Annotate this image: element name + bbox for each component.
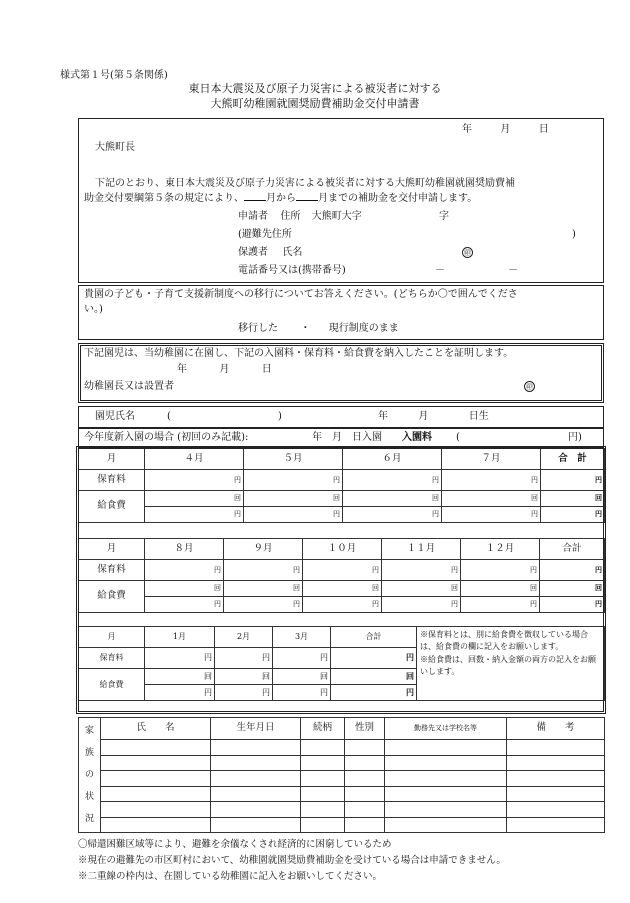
family-col-name: 氏 名 [101,718,211,740]
guardian-seal: ㊞ [464,249,471,257]
month-apr: ４月 [145,449,244,470]
meal-amount-cell[interactable]: 円 [244,507,343,523]
new-entry-label: 今年度新入園の場合 (初回のみ記載): [84,432,249,443]
certification-date: 年 月 日 [177,364,272,375]
meal-count-total-cell[interactable]: 回 [540,581,605,597]
tuition-total-cell[interactable]: 円 [331,648,417,669]
month-header: 月 [79,539,145,560]
meal-count-cell[interactable]: 回 [382,581,461,597]
meal-amount-cell[interactable]: 円 [273,685,331,701]
tuition-cell[interactable]: 円 [303,560,382,581]
meal-amount-cell[interactable]: 円 [224,597,303,613]
phone-dash-1: － [435,265,445,276]
month-nov: １１月 [382,539,461,560]
meal-amount-cell[interactable]: 円 [442,507,541,523]
child-name-row [78,406,604,428]
meal-amount-total-cell[interactable]: 円 [331,685,417,701]
family-row[interactable] [79,740,605,756]
tuition-cell[interactable]: 円 [343,470,442,491]
form-label: 様式第１号(第５条関係) [60,70,168,81]
month-jan: 1月 [145,627,215,648]
tuition-cell[interactable]: 円 [145,470,244,491]
child-name-label: 園児氏名 [95,411,135,422]
family-col-birth: 生年月日 [211,718,301,740]
tuition-label: 保育料 [79,470,145,491]
meal-amount-cell[interactable]: 円 [145,507,244,523]
address-value[interactable]: 大熊町大字 [311,211,362,222]
family-table [78,717,605,833]
tuition-label: 保育料 [79,560,145,581]
tuition-cell[interactable]: 円 [145,560,224,581]
meal-amount-total-cell[interactable]: 円 [540,597,605,613]
application-body-line2: 助金交付要綱第５条の規定により、 月から 月までの補助金を交付申請します。 [84,193,478,204]
month-feb: 2月 [215,627,273,648]
family-side-label: 家 族 の 状 況 [79,718,101,833]
meal-amount-cell[interactable]: 円 [215,685,273,701]
meal-count-cell[interactable]: 回 [145,669,215,685]
note-meal: ※給食費は、回数・納入金額の両方の記入をお願いします。 [420,654,596,677]
family-col-work: 勤務先又は学校名等 [385,718,507,740]
entry-fee-label: 入園料 [402,432,432,443]
family-row[interactable] [79,802,605,818]
footer-note-1: 〇帰還困難区域等により、避難を余儀なくされ経済的に困窮しているため [78,839,392,850]
footer-note-2: ※現在の避難先の市区町村において、幼稚園就園奨励費補助金を受けている場合は申請できません。 [78,855,506,866]
tuition-cell[interactable]: 円 [461,560,540,581]
meal-amount-cell[interactable]: 円 [382,597,461,613]
meal-count-cell[interactable]: 回 [303,581,382,597]
entry-fee-unit: 円) [568,432,582,443]
tuition-cell[interactable]: 円 [273,648,331,669]
guardian-name-row: 保護者 氏名 [238,247,303,258]
tuition-total-cell[interactable]: 円 [540,560,605,581]
certification-double-frame [76,446,606,714]
meal-label: 給食費 [79,491,145,523]
application-date [462,124,549,136]
month-may: ５月 [244,449,343,470]
tuition-cell[interactable]: 円 [145,648,215,669]
family-row[interactable] [79,771,605,787]
meal-label: 給食費 [79,581,145,613]
aza-label: 字 [439,211,449,222]
child-name-paren-open: ( [167,411,171,422]
meal-label: 給食費 [79,669,145,701]
month-header: 月 [79,449,145,470]
note-tuition: ※保育料とは、別に給食費を徴収している場合は、給食費の欄に記入をお願いします。 [420,630,588,652]
principal-seal: ㊞ [526,383,533,391]
family-row[interactable] [79,817,605,833]
month-header: 月 [79,627,145,648]
certification-text: 下記園児は、当幼稚園に在園し、下記の入園料・保育料・給食費を納入したことを証明します。 [84,348,514,359]
applicant-address-row: 申請者 住所 大熊町大字 [238,211,362,222]
evacuation-address-close: ) [572,229,576,240]
meal-count-cell[interactable]: 回 [461,581,540,597]
meal-count-total-cell[interactable]: 回 [331,669,417,685]
family-row[interactable] [79,786,605,802]
start-month-field[interactable] [244,200,266,201]
total-header: 合計 [540,539,605,560]
meal-count-cell[interactable]: 回 [343,491,442,507]
month-jun: ６月 [343,449,442,470]
footer-note-3: ※二重線の枠内は、在園している幼稚園に記入をお願いしてください。 [78,871,383,882]
month-dec: １２月 [461,539,540,560]
principal-label: 幼稚園長又は設置者 [84,381,174,392]
meal-count-cell[interactable]: 回 [273,669,331,685]
question-text-line2: い。) [84,304,103,315]
evacuation-address-label: (避難先住所 [238,229,292,240]
tuition-cell[interactable]: 円 [224,560,303,581]
tuition-cell[interactable]: 円 [244,470,343,491]
tuition-total-cell[interactable]: 円 [541,470,605,491]
option-migrated[interactable]: 移行した [238,323,278,334]
phone-label: 電話番号又は(携帯番号) [238,265,346,276]
meal-amount-cell[interactable]: 円 [145,685,215,701]
month-sep: ９月 [224,539,303,560]
application-body-line1: 下記のとおり、東日本大震災及び原子力災害による被災者に対する大熊町幼稚園就園奨励費補 [95,178,515,189]
month-jul: ７月 [442,449,541,470]
total-header: 合 計 [541,449,605,470]
addressee: 大熊町長 [95,142,135,153]
meal-amount-cell[interactable]: 円 [145,597,224,613]
entry-date: 年 月 日入園 [312,432,382,443]
birth-date: 年 月 日生 [378,411,489,422]
end-month-field[interactable] [296,200,318,201]
month-aug: ８月 [145,539,224,560]
total-header: 合計 [331,627,417,648]
question-options: 移行した ・ 現行制度のまま [238,323,399,334]
phone-dash-2: － [508,265,518,276]
month-mar: 3月 [273,627,331,648]
meal-amount-total-cell[interactable]: 円 [541,507,605,523]
family-col-gender: 性別 [345,718,385,740]
date-year: 年 [462,124,472,135]
tuition-cell[interactable]: 円 [442,470,541,491]
tuition-label: 保育料 [79,648,145,669]
family-col-relation: 続柄 [301,718,345,740]
tuition-cell[interactable]: 円 [215,648,273,669]
meal-amount-cell[interactable]: 円 [461,597,540,613]
meal-amount-cell[interactable]: 円 [343,507,442,523]
form-title-line1: 東日本大震災及び原子力災害による被災者に対する [188,82,442,95]
meal-count-cell[interactable]: 回 [215,669,273,685]
meal-count-cell[interactable]: 回 [224,581,303,597]
entry-fee-paren: ( [456,432,460,443]
family-row[interactable] [79,755,605,771]
date-month: 月 [500,124,511,135]
form-title-line2: 大熊町幼稚園就園奨励費補助金交付申請書 [210,97,420,110]
family-col-note: 備 考 [507,718,605,740]
meal-count-cell[interactable]: 回 [145,491,244,507]
meal-count-total-cell[interactable]: 回 [541,491,605,507]
child-name-paren-close: ) [278,411,282,422]
meal-count-cell[interactable]: 回 [442,491,541,507]
month-oct: １０月 [303,539,382,560]
tuition-cell[interactable]: 円 [382,560,461,581]
option-current-system[interactable]: 現行制度のまま [328,323,399,334]
meal-amount-cell[interactable]: 円 [303,597,382,613]
meal-count-cell[interactable]: 回 [244,491,343,507]
question-text-line1: 貴園の子ども・子育て支援新制度への移行についてお答えください。(どちらか〇で囲んでくださ [84,289,518,300]
meal-count-cell[interactable]: 回 [145,581,224,597]
date-day: 日 [538,124,549,135]
